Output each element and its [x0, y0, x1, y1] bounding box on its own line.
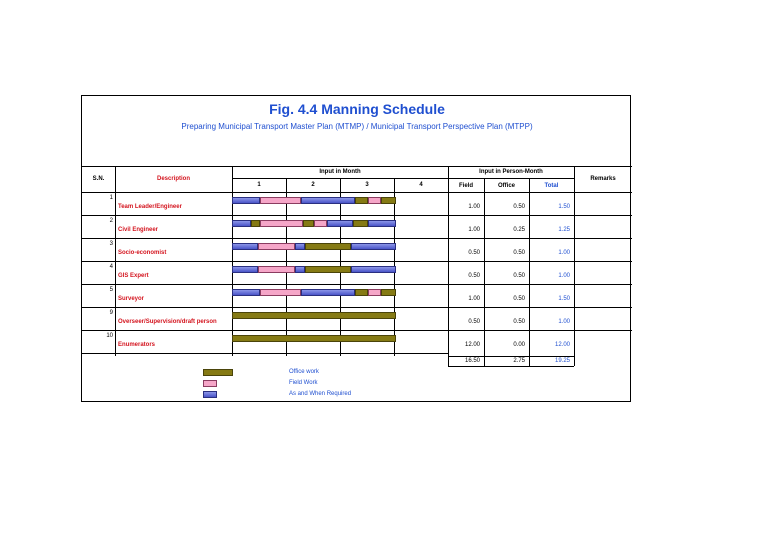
- row-sn: 2: [109, 218, 113, 224]
- row-separator: [82, 238, 632, 239]
- row-description: Team Leader/Engineer: [118, 204, 182, 210]
- row-office: 0.50: [513, 319, 525, 325]
- row-total: 1.50: [558, 296, 570, 302]
- total-total: 19.25: [554, 358, 570, 364]
- schedule-bar-pink: [258, 243, 295, 250]
- row-description: Surveyor: [118, 296, 145, 302]
- schedule-bar-pink: [368, 289, 381, 296]
- row-office: 0.50: [513, 204, 525, 210]
- totals-top-line: [448, 356, 574, 357]
- schedule-bar-blue: [368, 220, 396, 227]
- legend-office-swatch: [203, 369, 233, 376]
- schedule-bar-olive: [303, 220, 314, 227]
- legend-required-swatch: [203, 391, 217, 398]
- schedule-bar-olive: [381, 197, 396, 204]
- schedule-bar-olive: [305, 243, 350, 250]
- schedule-bar-pink: [368, 197, 381, 204]
- row-office: 0.00: [513, 342, 525, 348]
- row-field: 1.00: [468, 204, 480, 210]
- schedule-bar-olive: [305, 266, 350, 273]
- schedule-bar-olive: [353, 220, 368, 227]
- row-separator: [82, 353, 448, 354]
- row-office: 0.50: [513, 296, 525, 302]
- row-total: 1.00: [558, 250, 570, 256]
- row-separator: [82, 284, 632, 285]
- row-sn: 9: [109, 310, 113, 316]
- header-office: Office: [497, 183, 515, 189]
- row-field: 0.50: [468, 319, 480, 325]
- schedule-bar-pink: [260, 289, 301, 296]
- row-separator: [82, 307, 632, 308]
- page-subtitle: Preparing Municipal Transport Master Plan (MTMP) / Municipal Transport Perspective Plan (MTPP): [181, 122, 533, 131]
- row-sn: 3: [109, 241, 113, 247]
- schedule-bar-pink: [260, 197, 301, 204]
- row-description: GIS Expert: [118, 273, 149, 279]
- schedule-bar-blue: [295, 266, 306, 273]
- row-office: 0.50: [513, 273, 525, 279]
- header-input-month: Input in Month: [319, 169, 361, 175]
- schedule-bar-blue: [232, 243, 258, 250]
- schedule-bar-blue: [301, 197, 355, 204]
- header-bottom-line: [82, 192, 632, 193]
- schedule-bar-pink: [314, 220, 327, 227]
- header-month-3: 3: [365, 182, 369, 188]
- header-total: Total: [544, 183, 559, 189]
- header-input-person-month: Input in Person-Month: [479, 169, 543, 175]
- row-total: 1.00: [558, 273, 570, 279]
- row-sn: 10: [106, 333, 113, 339]
- schedule-bar-blue: [295, 243, 306, 250]
- header-description: Description: [156, 176, 190, 182]
- legend-field-label: Field Work: [289, 380, 318, 386]
- header-sn: S.N.: [92, 176, 105, 182]
- legend-required-label: As and When Required: [289, 391, 352, 397]
- legend-office-label: Office work: [289, 369, 319, 375]
- row-total: 1.00: [558, 319, 570, 325]
- schedule-bar-blue: [232, 197, 260, 204]
- col-divider-month-end: [448, 166, 449, 366]
- header-month-4: 4: [419, 182, 423, 188]
- total-field: 16.50: [464, 358, 480, 364]
- row-total: 1.50: [558, 204, 570, 210]
- row-total: 12.00: [554, 342, 570, 348]
- pm-sub-line: [448, 178, 574, 179]
- row-description: Overseer/Supervision/draft person: [118, 319, 217, 325]
- row-field: 0.50: [468, 273, 480, 279]
- row-field: 12.00: [464, 342, 480, 348]
- schedule-bar-olive: [232, 312, 396, 319]
- schedule-bar-blue: [232, 266, 258, 273]
- header-remarks: Remarks: [590, 176, 616, 182]
- legend-field-swatch: [203, 380, 217, 387]
- header-month-2: 2: [311, 182, 315, 188]
- total-office: 2.75: [513, 358, 525, 364]
- schedule-bar-pink: [258, 266, 295, 273]
- row-sn: 4: [109, 264, 113, 270]
- schedule-bar-olive: [355, 289, 368, 296]
- col-divider-field: [484, 178, 485, 366]
- schedule-bar-olive: [251, 220, 260, 227]
- row-sn: 5: [109, 287, 113, 293]
- row-field: 1.00: [468, 227, 480, 233]
- row-office: 0.25: [513, 227, 525, 233]
- row-sn: 1: [109, 195, 113, 201]
- row-field: 0.50: [468, 250, 480, 256]
- manning-schedule-frame: [81, 95, 631, 402]
- schedule-bar-olive: [381, 289, 396, 296]
- row-description: Socio-economist: [118, 250, 167, 256]
- row-separator: [82, 215, 632, 216]
- schedule-bar-blue: [327, 220, 353, 227]
- header-field: Field: [458, 183, 473, 189]
- schedule-bar-blue: [232, 220, 251, 227]
- row-office: 0.50: [513, 250, 525, 256]
- schedule-bar-pink: [260, 220, 303, 227]
- schedule-bar-blue: [232, 289, 260, 296]
- row-description: Civil Engineer: [118, 227, 159, 233]
- header-month-1: 1: [257, 182, 261, 188]
- schedule-bar-olive: [355, 197, 368, 204]
- schedule-bar-blue: [351, 266, 396, 273]
- page-title: Fig. 4.4 Manning Schedule: [269, 101, 445, 117]
- schedule-bar-olive: [232, 335, 396, 342]
- col-divider-total: [574, 166, 575, 366]
- row-separator: [82, 261, 632, 262]
- row-total: 1.25: [558, 227, 570, 233]
- header-top-line: [82, 166, 632, 167]
- schedule-bar-blue: [301, 289, 355, 296]
- row-separator: [82, 330, 632, 331]
- col-divider-office: [529, 178, 530, 366]
- row-description: Enumerators: [118, 342, 156, 348]
- row-field: 1.00: [468, 296, 480, 302]
- totals-bottom-line: [448, 366, 574, 367]
- schedule-bar-blue: [351, 243, 396, 250]
